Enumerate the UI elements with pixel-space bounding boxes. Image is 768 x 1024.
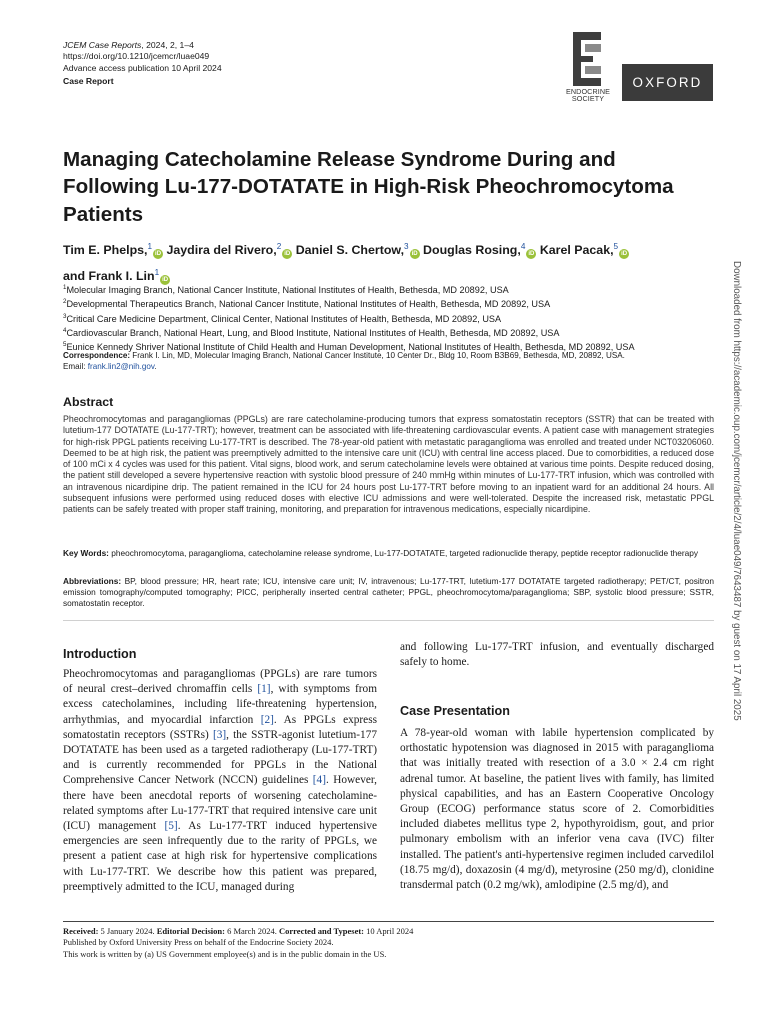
author-affiliation-number[interactable]: 1 <box>154 267 160 277</box>
affiliation-number: 2 <box>63 298 67 306</box>
correspondence-text: Frank I. Lin, MD, Molecular Imaging Branch, National Cancer Institute, 10 Center Dr., Bldg 10, Room B3B69, Bethesda, MD, 20892, USA. <box>130 351 625 360</box>
endocrine-society-logo-icon <box>573 32 601 86</box>
intro-text-3: . As PPGLs express somatostatin receptors (SSTRs) <box>63 713 377 741</box>
orcid-icon[interactable]: iD <box>411 251 418 258</box>
citation-link-3[interactable]: [3] <box>212 728 227 741</box>
author-name: Tim E. Phelps, <box>63 243 148 258</box>
orcid-icon[interactable]: iD <box>621 251 628 258</box>
case-presentation-body: A 78-year-old woman with labile hypertension complicated by orthostatic hypotension was diagnosed in 2015 with paraganglioma that was initially treated with resection of a 3.0 × 2.4 cm right adrenal tumor. At baseline, the patient lives with family, has limited physical capabilities, and has an Eastern Cooperative Oncology Group (ECOG) performance status score of 2. Comorbidities included diabetes mellitus type 2, hypothyroidism, gout, and prior pulmonary embolism with an inferior vena cava (IVC) filter installed. The patient's anti-hypertensive regimen included carvedilol (18.75 mg/d), doxazosin (4 mg/d), metyrosine (250 mg/d), clonidine transdermal patch (0.2 mg/wk), amlodipine (2.5 mg/d), and <box>400 727 714 892</box>
author <box>423 243 536 257</box>
abbreviations-label: Abbreviations: <box>63 576 122 586</box>
intro-text-1: Pheochromocytomas and paragangliomas (PPGLs) are rare tumors of neural crest–derived chromaffin cells <box>63 668 377 696</box>
journal-name: JCEM Case Reports <box>63 40 142 50</box>
endocrine-wordmark-line2: SOCIETY <box>571 94 605 104</box>
author-affiliation-number[interactable]: 3 <box>404 242 409 251</box>
email-label: Email: <box>63 362 88 372</box>
affiliation-text: Critical Care Medicine Department, Clinical Center, National Institutes of Health, Bethesda, MD 20892, USA <box>66 313 502 324</box>
affiliation-text: Developmental Therapeutics Branch, National Cancer Institute, National Institutes of Health, Bethesda, MD 20892, USA <box>66 299 551 310</box>
citation-link-1[interactable]: [1] <box>257 683 271 696</box>
author <box>540 243 629 257</box>
affiliation-number: 3 <box>63 312 67 320</box>
abstract-text: Pheochromocytomas and paragangliomas (PPGLs) are rare catecholamine-producing tumors that express somatostatin receptors (SSTR) that can be treated with lutetium-177 DOTATATE (Lu-177-TRT); however, treatment can be associated with life-threatening cardiovascular events. A patient case with management strategies for high-risk PPGL patients receiving Lu-177-TRT is described. The 78-year-old patient with metastatic paraganglioma was enrolled and treated under NCT03206060. Deemed to be at high risk, the patient was preemptively admitted to the intensive care unit (ICU) with central line access placed. Due to comorbidities, a reduced dose of 100 mCi x 4 cycles was used for this patient. Vital signs, blood work, and serum catecholamine levels were obtained at various time points. Despite reduced dosing, the patient still developed a severe hypertensive reaction with systolic blood pressure of 240 mmHg within minutes of Lu-177-TRT infusion, which was controlled with an intravenous nicardipine drip. The patient remained in the ICU for 24 hours post Lu-177-TRT before moving to an inpatient ward for an additional 24 hours. All subsequent infusions were performed using reduced doses with elective ICU admissions and were well-tolerated. Despite the increased risk, metastatic PPGL patients can be safely treated with proper staff training, monitoring, and preparation for intravenous medications, especially nicardipine. <box>63 414 714 515</box>
abbreviations-text: BP, blood pressure; HR, heart rate; ICU, intensive care unit; IV, intravenous; Lu-177-TRT, lutetium-177 DOTATATE targeted radiotherapy; PET/CT, positron emission tomography/computed tomography; PICC, peripherally inserted central catheter; PPGL, pheochromocytoma/paraganglioma; SBP, systolic blood pressure; SSTR, somatostatin receptor. <box>63 576 714 608</box>
affiliation-text: Molecular Imaging Branch, National Cancer Institute, National Institutes of Health, Bethesda, MD 20892, USA <box>66 285 509 296</box>
license-statement: This work is written by (a) US Government employee(s) and is in the public domain in the US. <box>63 948 387 959</box>
received-label: Received: <box>63 926 99 936</box>
keywords <box>63 548 714 559</box>
author <box>166 243 292 257</box>
author <box>63 243 163 257</box>
publisher-statement: Published by Oxford University Press on behalf of the Endocrine Society 2024. <box>63 937 334 948</box>
journal-volume: , 2024, 2, 1–4 <box>141 40 194 50</box>
author <box>296 243 420 257</box>
endocrine-wordmark-line1: ENDOCRINE <box>565 87 611 96</box>
affiliation-item <box>63 296 723 310</box>
citation-link-5[interactable]: [5] <box>164 820 178 833</box>
decision-label: Editorial Decision: <box>156 926 225 936</box>
author-name: Jaydira del Rivero, <box>166 243 277 258</box>
intro-text-5: . However, there have been anecdotal reports of worsening catecholamine-related symptoms after Lu-177-TRT that required intensive care unit (ICU) management <box>63 774 377 833</box>
endocrine-society-wordmark <box>561 88 615 103</box>
affiliation-item <box>63 325 723 339</box>
section-divider <box>63 620 714 621</box>
intro-text-4: , the SSTR-agonist lutetium-177 DOTATATE has been used as a targeted radiotherapy (Lu-177-TRT) and is currently recommended for PPGLs in the National Comprehensive Cancer Network (NCCN) guidelines <box>63 728 378 787</box>
author-name: Daniel S. Chertow, <box>295 243 405 258</box>
advance-access: Advance access publication 10 April 2024 <box>63 62 222 73</box>
author-affiliation-number[interactable]: 1 <box>147 242 153 251</box>
author-affiliation-number[interactable]: 4 <box>520 242 526 251</box>
introduction-continued: and following Lu-177-TRT infusion, and eventually discharged safely to home. <box>400 641 714 669</box>
affiliation-number: 1 <box>63 284 67 291</box>
publisher-logos <box>561 31 713 121</box>
article-type: Case Report <box>63 76 114 87</box>
orcid-icon[interactable]: iD <box>528 251 535 258</box>
corrected-label: Corrected and Typeset: <box>279 926 365 936</box>
author-name: Douglas Rosing, <box>423 243 521 258</box>
download-watermark <box>728 261 742 791</box>
decision-date: 6 March 2024. <box>224 926 280 936</box>
footer-divider <box>63 921 714 922</box>
oxford-logo: OXFORD <box>622 64 713 101</box>
author <box>63 269 170 283</box>
affiliation-number: 4 <box>63 326 67 334</box>
intro-text-6: . As Lu-177-TRT induced hypertensive emergencies are seen infrequently due to the rarity of PPGLs, we present a patient case at high risk for hypertensive complications with Lu-177-TRT. We describe how this patient was prepared, preemptively admitted to the ICU, managed during <box>63 820 377 893</box>
intro-text-2: , with symptoms from excess catecholamines, including life-threatening hypertension, arrhythmias, and myocardial infarction <box>63 683 377 726</box>
article-dates <box>63 926 714 937</box>
email-end: . <box>154 362 157 372</box>
affiliation-text: Cardiovascular Branch, National Heart, Lung, and Blood Institute, National Institutes of Health, Bethesda, MD 20892, USA <box>66 327 560 338</box>
correspondence <box>63 350 723 372</box>
doi-link[interactable]: https://doi.org/10.1210/jcemcr/luae049 <box>63 51 210 62</box>
article-footer <box>63 926 714 960</box>
affiliation-text: Eunice Kennedy Shriver National Institute of Child Health and Human Development, National Institutes of Health, Bethesda, MD 20892, USA <box>66 342 635 353</box>
orcid-icon[interactable]: iD <box>284 251 291 258</box>
citation-link-4[interactable]: [4] <box>312 774 326 787</box>
affiliation-number: 5 <box>63 341 67 348</box>
author-name: Karel Pacak, <box>539 243 614 258</box>
journal-meta <box>63 40 222 88</box>
article-title: Managing Catecholamine Release Syndrome During and Following Lu-177-DOTATATE in High-Risk Pheochromocytoma Patients <box>63 148 674 226</box>
affiliation-item <box>63 311 723 325</box>
introduction-body <box>63 667 377 895</box>
received-date: 5 January 2024. <box>98 926 157 936</box>
download-watermark-text: Downloaded from https://academic.oup.com/jcemcr/article/2/4/luae049/7643487 by guest on 17 April 2025 <box>731 261 742 721</box>
case-presentation-heading: Case Presentation <box>400 704 510 718</box>
email-link[interactable]: frank.lin2@nih.gov <box>87 362 155 372</box>
citation-link-2[interactable]: [2] <box>260 713 274 726</box>
corrected-date: 10 April 2024 <box>364 926 414 936</box>
author-list <box>63 236 723 287</box>
author-affiliation-number[interactable]: 5 <box>613 242 619 251</box>
affiliation-list <box>63 282 723 353</box>
keywords-text: pheochromocytoma, paraganglioma, catecholamine release syndrome, Lu-177-DOTATATE, targeted radionuclide therapy, peptide receptor radionuclide therapy <box>108 548 699 558</box>
orcid-icon[interactable]: iD <box>162 276 169 283</box>
abstract-heading: Abstract <box>63 395 114 409</box>
keywords-label: Key Words: <box>63 548 109 558</box>
author-name: and Frank I. Lin <box>63 268 155 283</box>
correspondence-label: Correspondence: <box>63 351 131 360</box>
affiliation-item <box>63 282 723 296</box>
author-affiliation-number[interactable]: 2 <box>276 242 282 251</box>
orcid-icon[interactable]: iD <box>155 251 162 258</box>
introduction-heading: Introduction <box>63 647 137 661</box>
abbreviations <box>63 576 714 608</box>
